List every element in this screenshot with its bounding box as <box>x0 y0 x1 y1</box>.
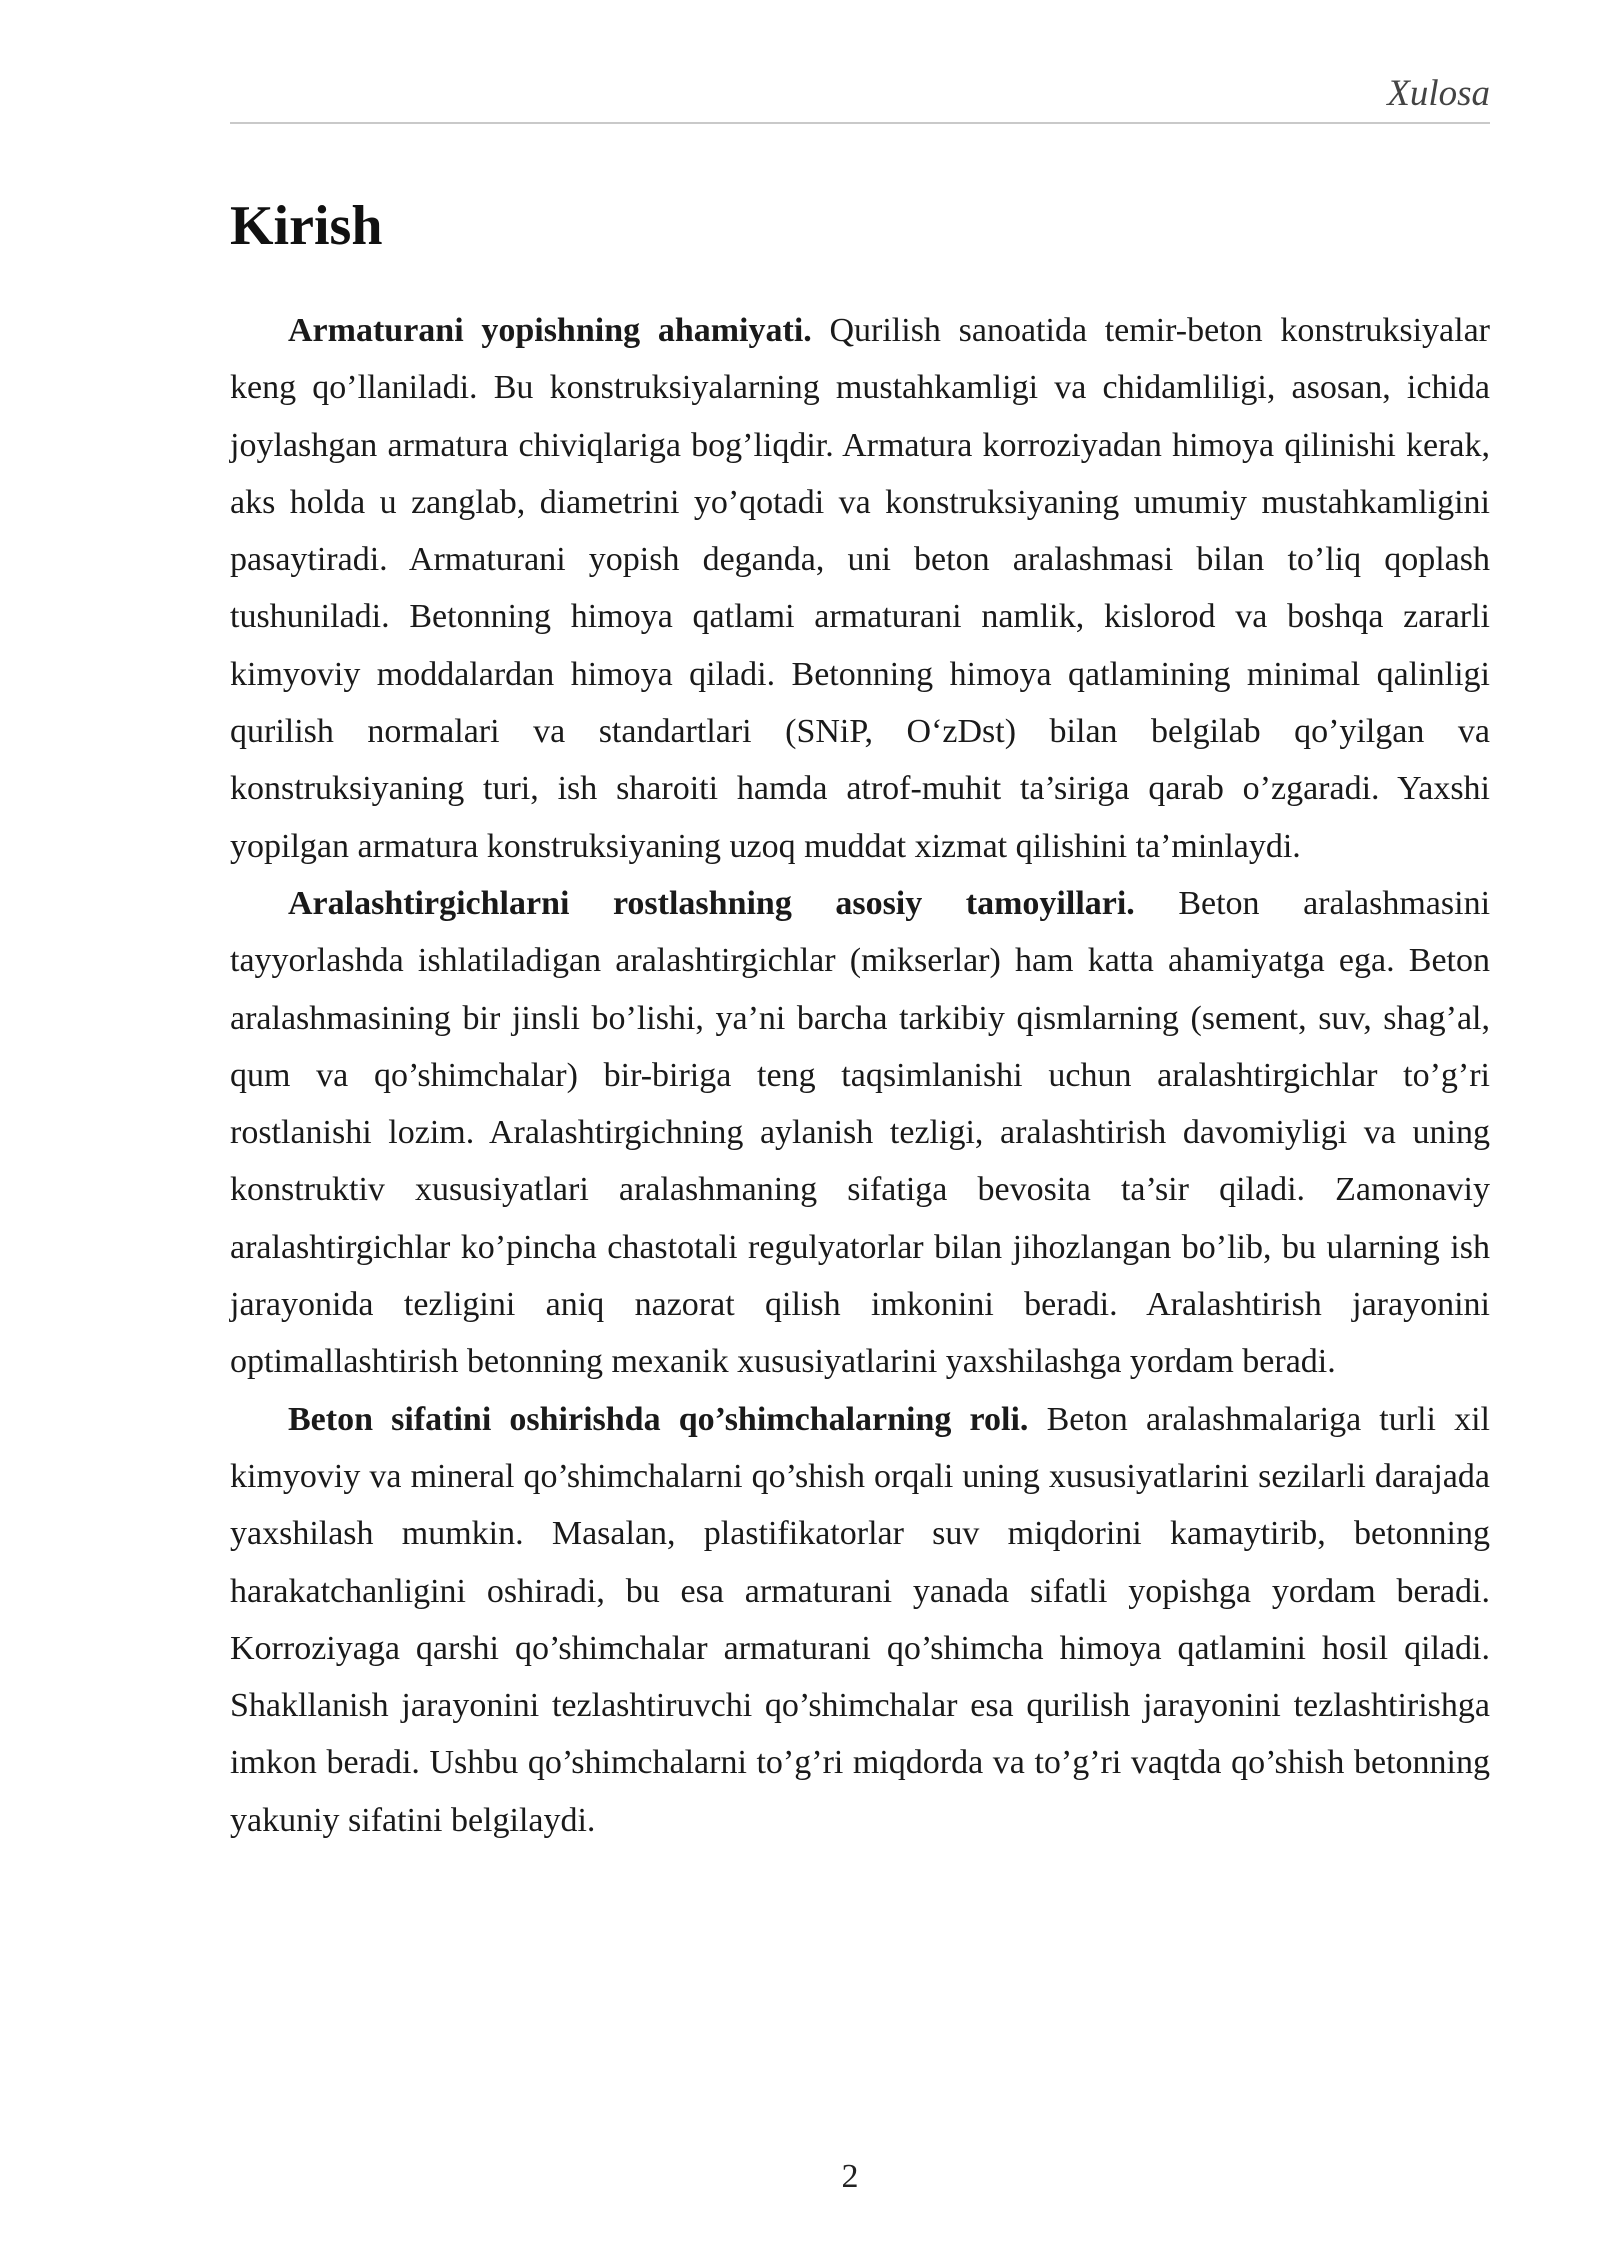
section-title: Kirish <box>230 195 383 257</box>
paragraph-lead: Beton sifatini oshirishda qo’shimchalarning roli. <box>288 1400 1029 1438</box>
paragraph-armature-covering <box>230 302 1490 875</box>
paragraph-lead: Aralashtirgichlarni rostlashning asosiy tamoyillari. <box>288 884 1135 922</box>
body-text <box>230 302 1490 1849</box>
running-header-title: Xulosa <box>1387 73 1490 114</box>
paragraph-body: Beton aralashmalariga turli xil kimyoviy va mineral qo’shimchalarni qo’shish orqali uning xususiyatlarini sezilarli darajada yaxshilash mumkin. Masalan, plastifikatorlar suv miqdorini kamaytirib, betonning harakatchanligini oshiradi, bu esa armaturani yanada sifatli yopishga yordam beradi. Korroziyaga qarshi qo’shimchalar armaturani qo’shimcha himoya qatlamini hosil qiladi. Shakllanish jarayonini tezlashtiruvchi qo’shimchalar esa qurilish jarayonini tezlashtirishga imkon beradi. Ushbu qo’shimchalarni to’g’ri miqdorda va to’g’ri vaqtda qo’shish betonning yakuniy sifatini belgilaydi. <box>230 1400 1491 1839</box>
paragraph-body: Qurilish sanoatida temir-beton konstruksiyalar keng qo’llaniladi. Bu konstruksiyalarning mustahkamligi va chidamliligi, asosan, ichida joylashgan armatura chiviqlariga bog’liqdir. Armatura korroziyadan himoya qilinishi kerak, aks holda u zanglab, diametrini yo’qotadi va konstruksiyaning umumiy mustahkamligini pasaytiradi. Armaturani yopish deganda, uni beton aralashmasi bilan to’liq qoplash tushuniladi. Betonning himoya qatlami armaturani namlik, kislorod va boshqa zararli kimyoviy moddalardan himoya qiladi. Betonning himoya qatlamining minimal qalinligi qurilish normalari va standartlari (SNiP, O‘zDst) bilan belgilab qo’yilgan va konstruksiyaning turi, ish sharoiti hamda atrof-muhit ta’siriga qarab o’zgaradi. Yaxshi yopilgan armatura konstruksiyaning uzoq muddat xizmat qilishini ta’minlaydi. <box>230 312 1491 865</box>
page-number: 2 <box>841 2158 859 2195</box>
running-header <box>230 70 1490 124</box>
paragraph-admixtures-role <box>230 1391 1490 1849</box>
paragraph-lead: Armaturani yopishning ahamiyati. <box>288 312 812 349</box>
paragraph-body: Beton aralashmasini tayyorlashda ishlatiladigan aralashtirgichlar (mikserlar) ham katta ahamiyatga ega. Beton aralashmasining bir jinsli bo’lishi, ya’ni barcha tarkibiy qismlarning (sement, suv, shag’al, qum va qo’shimchalar) bir-biriga teng taqsimlanishi uchun aralashtirgichlar to’g’ri rostlanishi lozim. Aralashtirgichning aylanish tezligi, aralashtirish davomiyligi va uning konstruktiv xususiyatlari aralashmaning sifatiga bevosita ta’sir qiladi. Zamonaviy aralashtirgichlar ko’pincha chastotali regulyatorlar bilan jihozlangan bo’lib, bu ularning ish jarayonida tezligini aniq nazorat qilish imkonini beradi. Aralashtirish jarayonini optimallashtirish betonning mexanik xususiyatlarini yaxshilashga yordam beradi. <box>230 884 1491 1381</box>
paragraph-mixer-adjustment <box>230 875 1490 1391</box>
